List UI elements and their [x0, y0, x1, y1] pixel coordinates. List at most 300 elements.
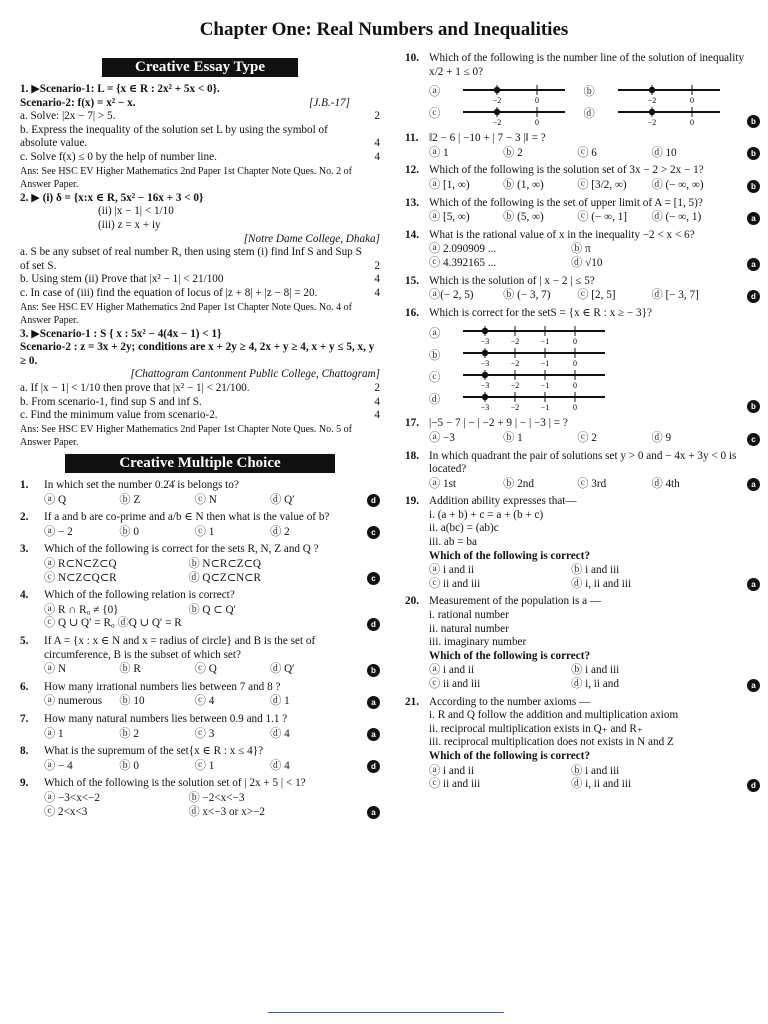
correct-answer-badge: b — [747, 180, 760, 193]
answer-option: ⓐ Q — [44, 493, 67, 506]
correct-answer-badge: c — [367, 572, 380, 585]
mcq-right-list — [405, 52, 760, 792]
answer-option: ⓐ 1st — [429, 477, 457, 490]
mcq-question — [405, 132, 760, 160]
correct-answer-badge: c — [367, 526, 380, 539]
answer-options — [429, 147, 760, 161]
mcq-question — [405, 696, 760, 792]
answer-option: ⓓ [− 3, 7] — [651, 289, 699, 302]
number-line-tick-label: −3 — [480, 337, 490, 346]
essay-mark: 4 — [374, 273, 380, 286]
number-line-endpoint — [482, 350, 488, 356]
number-line-figure — [614, 104, 724, 126]
option-label: ⓐ — [429, 327, 441, 340]
answer-option: ⓒ 3 — [194, 727, 215, 740]
question-text: ‖2 − 6 | −10 + | 7 − 3 |‖ = ? — [429, 132, 546, 145]
question-body — [44, 589, 380, 631]
question-number: 12. — [405, 164, 419, 177]
answer-option: ⓑ 2nd — [503, 477, 534, 490]
essay-line — [20, 409, 380, 423]
essay-line — [20, 382, 380, 396]
mcq-question — [20, 713, 380, 741]
number-line-figure — [614, 82, 724, 104]
question-number: 9. — [20, 777, 29, 790]
answer-option: ⓑ 1 — [503, 431, 523, 444]
question-text: Which of the following is the set of upper limit of A = [1, 5)? — [429, 196, 703, 209]
essay-line — [20, 192, 380, 206]
essay-line — [20, 165, 380, 192]
answer-options — [44, 494, 380, 508]
essay-text: b. Using stem (ii) Prove that |x² − 1| < 21/100 — [20, 273, 224, 286]
question-text: Which of the following is the solution set of | 2x + 5 | < 1? — [44, 777, 306, 790]
mcq-section-banner: Creative Multiple Choice — [65, 454, 335, 473]
answer-option: ⓒ 2 — [577, 431, 597, 444]
number-line-figure — [459, 345, 609, 367]
question-number: 14. — [405, 228, 419, 241]
essay-text: a. If |x − 1| < 1/10 then prove that |x² − 1| < 21/100. — [20, 382, 250, 395]
essay-line — [20, 328, 380, 342]
essay-mark: 2 — [374, 382, 380, 395]
answer-option: ⓓ i, ii and iii — [571, 577, 632, 590]
question-body — [429, 229, 760, 271]
correct-answer-badge: a — [747, 478, 760, 491]
number-line-tick-label: 0 — [535, 118, 539, 127]
mcq-question — [405, 229, 760, 271]
question-body — [429, 197, 760, 225]
number-line-figure — [459, 323, 609, 345]
answer-option: ⓐ numerous — [44, 695, 103, 708]
essay-text: 2. ▶ (i) δ = {x:x ∈ R, 5x² − 16x + 3 < 0} — [20, 191, 204, 204]
correct-answer-badge: a — [747, 679, 760, 692]
answer-option: ⓑ 0 — [119, 525, 139, 538]
footer-link-line — [268, 1012, 504, 1013]
essay-line — [20, 83, 380, 97]
answer-option: ⓑ 2 — [119, 727, 139, 740]
answer-option: ⓒ Q — [194, 663, 217, 676]
number-line-tick-label: −1 — [540, 337, 550, 346]
essay-text: c. Solve f(x) ≤ 0 by the help of number line. — [20, 150, 217, 163]
answer-option: ⓒ [3/2, ∞) — [577, 178, 627, 191]
question-text: In which quadrant the pair of solutions set y > 0 and − 4x + 3y < 0 is located? — [429, 449, 737, 476]
answer-option: ⓒ ii and iii — [429, 678, 481, 690]
answer-option: ⓒ 6 — [577, 146, 597, 159]
question-text: If A = {x : x ∈ N and x = radius of circle} and B is the set of circumference, B is the subset of which set? — [44, 634, 316, 661]
answer-option: ⓒ Q ∪ Q′ = R₀ ⓓQ ∪ Q′ = R — [44, 617, 182, 630]
answer-option: ⓐ 1 — [44, 727, 64, 740]
statement-item: iii. reciprocal multiplication does not exists in N and Z — [429, 736, 674, 749]
correct-answer-badge: b — [747, 147, 760, 160]
number-line-tick-label: −2 — [647, 118, 656, 127]
question-number: 20. — [405, 595, 419, 608]
answer-option: ⓒ N⊂Z⊂Q⊂R — [44, 571, 117, 584]
essay-text: c. In case of (iii) find the equation of locus of |z + 8| + |z − 8| = 20. — [20, 286, 318, 299]
number-line-tick-label: 0 — [689, 96, 694, 105]
number-line-tick-label: −2 — [510, 403, 520, 412]
mcq-question — [405, 197, 760, 225]
mcq-question — [20, 511, 380, 539]
answer-option: ⓓ 4th — [651, 477, 680, 490]
option-label: ⓑ — [583, 86, 595, 99]
question-number: 5. — [20, 634, 29, 647]
answer-option: ⓑ N⊂R⊂Z⊂Q — [188, 558, 261, 570]
number-line-tick-label: 0 — [573, 381, 577, 390]
number-line-tick-label: −1 — [540, 403, 550, 412]
number-line-option — [429, 323, 760, 345]
option-label: ⓓ — [583, 108, 595, 121]
number-line-endpoint — [494, 109, 500, 115]
answer-option: ⓐ [5, ∞) — [429, 211, 470, 224]
number-line-option — [429, 367, 760, 389]
correct-answer-badge: b — [747, 400, 760, 413]
answer-options — [44, 760, 380, 774]
mcq-question — [20, 777, 380, 819]
answer-options — [44, 604, 380, 631]
answer-options — [44, 728, 380, 742]
question-text: In which set the number 0.2̇4̇ is belongs to? — [44, 479, 239, 492]
correct-answer-badge: a — [747, 258, 760, 271]
essay-text: Ans: See HSC EV Higher Mathematics 2nd Paper 1st Chapter Note Ques. No. 5 of Answer Paper. — [20, 423, 352, 449]
essay-line — [20, 287, 380, 301]
essay-line — [20, 205, 380, 219]
question-number: 10. — [405, 52, 419, 64]
number-line-options — [429, 82, 760, 126]
answer-option: ⓑ π — [571, 243, 591, 256]
answer-option: ⓓ 10 — [651, 146, 677, 159]
answer-option: ⓐ − 4 — [44, 759, 73, 772]
question-number: 16. — [405, 306, 419, 319]
answer-option: ⓓ 2 — [270, 525, 290, 538]
essay-text: Ans: See HSC EV Higher Mathematics 2nd Paper 1st Chapter Note Ques. No. 4 of Answer Paper. — [20, 301, 352, 327]
essay-line — [20, 97, 380, 111]
answer-options — [44, 792, 380, 819]
answer-option: ⓒ N — [194, 493, 217, 506]
answer-option: ⓑ 0 — [119, 759, 139, 772]
answer-option: ⓐ i and ii — [429, 664, 475, 677]
number-line-figure — [459, 82, 569, 104]
mcq-question — [20, 745, 380, 773]
mcq-question — [20, 681, 380, 709]
mcq-question — [405, 307, 760, 414]
correct-answer-badge: a — [367, 806, 380, 819]
mcq-question — [20, 635, 380, 677]
essay-text: [Chattogram Cantonment Public College, Chattogram] — [130, 368, 380, 381]
statement-item: ii. natural number — [429, 622, 509, 635]
mcq-question — [20, 589, 380, 631]
essay-section-banner: Creative Essay Type — [102, 58, 298, 77]
correct-answer-badge: d — [367, 494, 380, 507]
answer-option: ⓑ 2 — [503, 146, 523, 159]
answer-option: ⓐ 2.090909 ... — [429, 243, 497, 256]
question-body — [429, 307, 760, 414]
correct-answer-badge: a — [747, 578, 760, 591]
essay-line — [20, 273, 380, 287]
question-text: |−5 − 7 | − | −2 + 9 | − | −3 | = ? — [429, 417, 568, 430]
sub-question: Which of the following is correct? — [429, 749, 591, 762]
essay-mark: 4 — [374, 137, 380, 150]
answer-option: ⓑ i and iii — [571, 664, 620, 677]
question-text: Which of the following relation is correct? — [44, 589, 235, 602]
essay-line — [20, 341, 380, 368]
question-body — [429, 495, 760, 591]
mcq-question — [405, 52, 760, 128]
essay-mark: 2 — [374, 110, 380, 123]
question-body — [44, 635, 380, 677]
answer-options — [429, 289, 760, 303]
mcq-question — [20, 543, 380, 585]
essay-line — [20, 233, 380, 247]
answer-options — [429, 243, 760, 270]
number-line-tick-label: −2 — [492, 96, 502, 105]
answer-option: ⓒ 4.392165 ... — [429, 256, 497, 269]
correct-answer-badge: a — [747, 212, 760, 225]
essay-line — [20, 423, 380, 450]
answer-option: ⓒ ii and iii — [429, 778, 481, 791]
number-line-endpoint — [482, 372, 488, 378]
essay-line — [20, 368, 380, 382]
number-line-option — [429, 82, 584, 104]
number-line-figure — [459, 389, 609, 411]
essay-mark: 4 — [374, 409, 380, 422]
question-number: 19. — [405, 495, 419, 508]
statement-item: ii. reciprocal multiplication exists in Q₊ and R₊ — [429, 722, 643, 735]
answer-option: ⓐ 1 — [429, 146, 449, 159]
answer-option: ⓒ 3rd — [577, 477, 607, 490]
statement-item: iii. imaginary number — [429, 636, 527, 649]
question-number: 6. — [20, 680, 29, 693]
question-text: What is the rational value of x in the inequality −2 < x < 6? — [429, 228, 695, 241]
question-body — [44, 713, 380, 741]
answer-option: ⓑ i and iii — [571, 564, 620, 577]
correct-answer-badge: a — [367, 728, 380, 741]
question-number: 2. — [20, 511, 29, 524]
answer-option: ⓓ Q′ — [270, 493, 295, 506]
answer-option: ⓓ Q′ — [270, 663, 295, 676]
question-body — [44, 511, 380, 539]
answer-options — [44, 663, 380, 677]
option-label: ⓐ — [429, 86, 441, 99]
number-line-option — [584, 104, 739, 126]
number-line-option — [429, 345, 760, 367]
question-body — [429, 696, 760, 792]
question-body — [429, 132, 760, 160]
answer-option: ⓓ (− ∞, ∞) — [651, 178, 704, 191]
answer-option: ⓐ [1, ∞) — [429, 178, 470, 191]
essay-line — [20, 301, 380, 328]
question-number: 4. — [20, 589, 29, 602]
answer-option: ⓐ(− 2, 5) — [429, 289, 474, 302]
question-number: 17. — [405, 417, 419, 430]
sub-question: Which of the following is correct? — [429, 549, 591, 562]
page-title: Chapter One: Real Numbers and Inequalities — [199, 19, 569, 40]
question-number: 21. — [405, 695, 419, 708]
question-body — [429, 450, 760, 492]
question-text: Which of the following is correct for the sets R, N, Z and Q ? — [44, 543, 319, 556]
answer-option: ⓑ −2<x<−3 — [188, 791, 245, 804]
essay-line — [20, 246, 380, 273]
mcq-question — [405, 595, 760, 691]
essay-text: 3. ▶Scenario-1 : S { x : 5x² − 4(4x − 1) < 1} — [20, 327, 222, 340]
answer-option: ⓐ i and ii — [429, 764, 475, 777]
number-line-option — [429, 389, 760, 411]
question-number: 3. — [20, 543, 29, 556]
question-number: 15. — [405, 274, 419, 287]
essay-text: Ans: See HSC EV Higher Mathematics 2nd Paper 1st Chapter Note Ques. No. 2 of Answer Paper. — [20, 165, 352, 191]
correct-answer-badge: a — [367, 696, 380, 709]
question-text: Which of the following is the number line of the solution of inequality x/2 + 1 ≤ 0? — [429, 52, 745, 78]
answer-option: ⓐ N — [44, 663, 67, 676]
number-line-tick-label: −3 — [480, 381, 490, 390]
number-line-tick-label: −2 — [510, 381, 520, 390]
answer-option: ⓑ Q ⊂ Q′ — [188, 603, 236, 616]
statement-item: ii. a(bc) = (ab)c — [429, 522, 499, 535]
answer-option: ⓐ i and ii — [429, 564, 475, 577]
number-line-tick-label: −2 — [647, 96, 656, 105]
essay-text: (ii) |x − 1| < 1/10 — [98, 205, 174, 218]
correct-answer-badge: d — [367, 618, 380, 631]
correct-answer-badge: b — [367, 664, 380, 677]
answer-options — [429, 478, 760, 492]
correct-answer-badge: d — [747, 290, 760, 303]
answer-option: ⓑ Z — [119, 493, 141, 506]
answer-option: ⓐ R ∩ R₀ ≠ {0} — [44, 603, 119, 616]
answer-option: ⓑ (5, ∞) — [503, 211, 544, 224]
option-label: ⓑ — [429, 349, 441, 362]
question-text: Measurement of the population is a — — [429, 595, 602, 608]
answer-option: ⓐ −3 — [429, 431, 455, 444]
number-line-tick-label: 0 — [573, 337, 577, 346]
essay-line — [20, 151, 380, 165]
answer-options — [44, 558, 380, 585]
question-body — [44, 543, 380, 585]
option-label: ⓓ — [429, 393, 441, 406]
question-body — [44, 745, 380, 773]
answer-option: ⓓ i, ii and iii — [571, 778, 632, 791]
question-text: Addition ability expresses that— — [429, 495, 577, 508]
answer-option: ⓑ i and iii — [571, 764, 620, 777]
number-line-endpoint — [482, 394, 488, 400]
answer-option: ⓒ 2<x<3 — [44, 805, 88, 818]
answer-option: ⓐ −3<x<−2 — [44, 791, 101, 804]
correct-answer-badge: c — [747, 433, 760, 446]
answer-options — [429, 432, 760, 446]
answer-option: ⓒ 1 — [194, 759, 215, 772]
answer-options — [44, 695, 380, 709]
essay-mark: 4 — [374, 395, 380, 408]
essay-text: [Notre Dame College, Dhaka] — [243, 232, 380, 245]
answer-option: ⓑ 10 — [119, 695, 145, 708]
answer-option: ⓒ ii and iii — [429, 577, 481, 590]
question-body — [44, 777, 380, 819]
number-line-endpoint — [494, 87, 500, 93]
correct-answer-badge: b — [747, 115, 760, 128]
answer-option: ⓓ 4 — [270, 727, 290, 740]
answer-option: ⓓ x<−3 or x>−2 — [188, 805, 265, 818]
answer-option: ⓒ (− ∞, 1] — [577, 211, 628, 224]
mcq-question — [20, 479, 380, 507]
question-text: What is the supremum of the set{x ∈ R : x ≤ 4}? — [44, 745, 264, 758]
answer-option: ⓓ i, ii and — [571, 678, 619, 690]
mcq-question — [405, 450, 760, 492]
essay-line — [20, 219, 380, 233]
number-line-tick-label: 0 — [689, 118, 694, 127]
sub-question: Which of the following is correct? — [429, 649, 591, 662]
option-label: ⓒ — [429, 108, 441, 121]
answer-option: ⓓ 4 — [270, 759, 290, 772]
question-text: Which of the following is the solution set of 3x − 2 > 2x − 1? — [429, 164, 704, 177]
answer-option: ⓐ − 2 — [44, 525, 73, 538]
question-number: 18. — [405, 449, 419, 462]
answer-option: ⓐ R⊂N⊂Z⊂Q — [44, 558, 117, 570]
number-line-tick-label: −1 — [540, 359, 550, 368]
correct-answer-badge: d — [747, 779, 760, 792]
number-line-figure — [459, 104, 569, 126]
essay-source-note: [J.B.-17] — [308, 96, 350, 109]
number-line-tick-label: −3 — [480, 403, 490, 412]
essay-text: 1. ▶Scenario-1: L = {x ∈ R : 2x² + 5x < 0}. — [20, 83, 220, 95]
essay-line — [20, 396, 380, 410]
answer-option: ⓓ √10 — [571, 256, 603, 269]
essay-questions — [20, 83, 380, 450]
question-body — [429, 417, 760, 445]
left-column — [20, 56, 380, 819]
number-line-endpoint — [648, 109, 654, 115]
essay-text: b. Express the inequality of the solution set L by using the symbol of absolute value. — [20, 123, 328, 150]
mcq-question — [405, 164, 760, 192]
essay-text: b. From scenario-1, find sup S and inf S. — [20, 395, 202, 408]
answer-option: ⓓ Q⊂Z⊂N⊂R — [188, 571, 261, 584]
statement-item: i. R and Q follow the addition and multiplication axiom — [429, 709, 679, 722]
number-line-endpoint — [648, 87, 654, 93]
essay-mark: 2 — [374, 259, 380, 272]
question-number: 8. — [20, 745, 29, 758]
number-line-tick-label: 0 — [573, 359, 577, 368]
question-body — [429, 52, 760, 128]
answer-options — [429, 765, 760, 792]
question-text: How many natural numbers lies between 0.9 and 1.1 ? — [44, 712, 288, 725]
correct-answer-badge: d — [367, 760, 380, 773]
question-body — [44, 681, 380, 709]
right-column — [405, 48, 760, 792]
statement-item: i. (a + b) + c = a + (b + c) — [429, 508, 544, 521]
answer-option: ⓒ 4 — [194, 695, 215, 708]
mcq-question — [405, 275, 760, 303]
number-line-tick-label: −2 — [510, 359, 520, 368]
essay-text: Scenario-2 : z = 3x + 2y; conditions are x + 2y ≥ 4, 2x + y ≥ 4, x + y ≤ 5, x, y ≥ 0. — [20, 341, 375, 367]
answer-option: ⓑ (− 3, 7) — [503, 289, 551, 302]
question-number: 1. — [20, 479, 29, 492]
mcq-question — [405, 495, 760, 591]
number-line-tick-label: −2 — [510, 337, 520, 346]
essay-text: a. S be any subset of real number R, then using stem (i) find Inf S and Sup S of set S. — [20, 246, 362, 272]
answer-option: ⓑ (1, ∞) — [503, 178, 544, 191]
question-number: 13. — [405, 196, 419, 209]
essay-text: a. Solve: |2x − 7| > 5. — [20, 110, 116, 123]
number-line-tick-label: 0 — [535, 96, 539, 105]
answer-option: ⓓ 1 — [270, 695, 290, 708]
essay-text: (iii) z = x + iy — [98, 218, 161, 231]
number-line-endpoint — [482, 328, 488, 334]
number-line-tick-label: 0 — [573, 403, 577, 412]
question-body — [429, 595, 760, 691]
essay-mark: 4 — [374, 286, 380, 299]
statement-item: i. rational number — [429, 609, 509, 622]
question-body — [429, 164, 760, 192]
number-line-tick-label: −2 — [492, 118, 502, 127]
question-body — [44, 479, 380, 507]
answer-options — [44, 526, 380, 540]
number-line-option — [429, 104, 584, 126]
question-number: 11. — [405, 132, 419, 145]
